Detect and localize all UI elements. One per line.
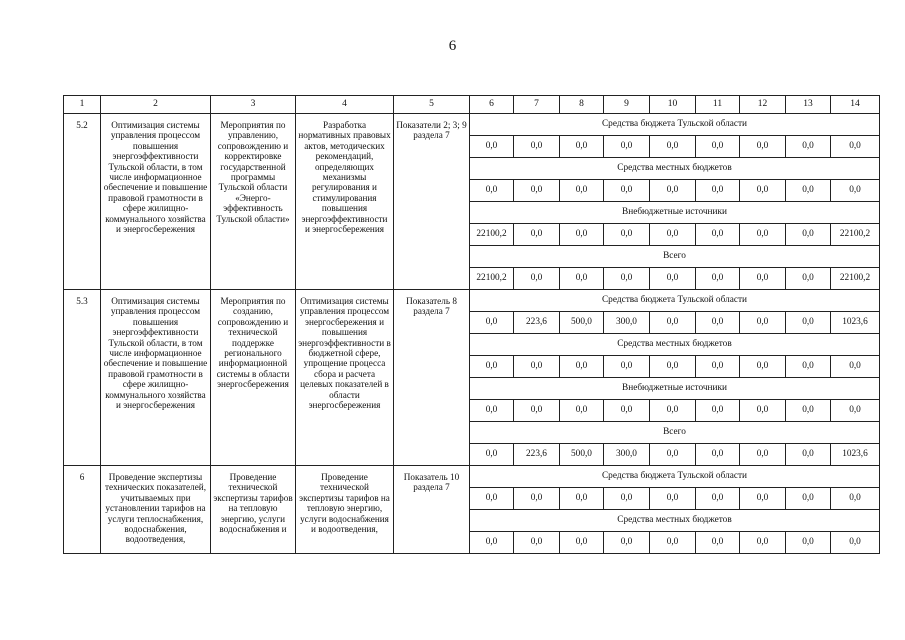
value-cell: 0,0 [560, 532, 604, 554]
value-cell: 0,0 [786, 356, 831, 378]
measure-description: Проведение технической экспертизы тарифов на тепловую энергию, услуги водоснабжения и [211, 466, 296, 554]
header-cell: 12 [740, 96, 786, 114]
source-label: Средства местных бюджетов [470, 510, 880, 532]
value-cell: 0,0 [560, 224, 604, 246]
value-cell: 0,0 [740, 400, 786, 422]
value-cell: 0,0 [650, 136, 696, 158]
measure-description: Мероприятия по управлению, сопровождению и корректировке государственной программы Тульской области «Энерго-эффективность Тульской области» [211, 114, 296, 290]
value-cell: 0,0 [696, 268, 740, 290]
value-cell: 0,0 [470, 356, 514, 378]
value-cell: 0,0 [514, 136, 560, 158]
header-cell: 4 [296, 96, 394, 114]
value-cell: 500,0 [560, 312, 604, 334]
value-cell: 0,0 [604, 532, 650, 554]
result-description: Проведение технической экспертизы тарифов на тепловую энергию, услуги водоснабжения и водоотведения, [296, 466, 394, 554]
value-cell: 0,0 [786, 312, 831, 334]
budget-table [63, 95, 880, 554]
section-number: 6 [64, 466, 101, 554]
source-label: Внебюджетные источники [470, 378, 880, 400]
value-cell: 0,0 [604, 268, 650, 290]
value-cell: 0,0 [604, 400, 650, 422]
value-cell: 1023,6 [831, 444, 880, 466]
source-label: Средства бюджета Тульской области [470, 466, 880, 488]
value-cell: 0,0 [696, 312, 740, 334]
value-cell: 0,0 [831, 400, 880, 422]
value-cell: 0,0 [604, 224, 650, 246]
value-cell: 0,0 [650, 400, 696, 422]
source-label: Средства бюджета Тульской области [470, 290, 880, 312]
value-cell: 500,0 [560, 444, 604, 466]
value-cell: 0,0 [696, 444, 740, 466]
indicator-reference: Показатель 8 раздела 7 [394, 290, 470, 466]
measure-description: Мероприятия по созданию, сопровождению и технической поддержке регионального информационной системы в области энергосбережения [211, 290, 296, 466]
value-cell: 0,0 [786, 268, 831, 290]
value-cell: 0,0 [604, 136, 650, 158]
value-cell: 0,0 [696, 400, 740, 422]
value-cell: 1023,6 [831, 312, 880, 334]
value-cell: 0,0 [650, 356, 696, 378]
header-cell: 13 [786, 96, 831, 114]
section-number: 5.2 [64, 114, 101, 290]
value-cell: 0,0 [740, 488, 786, 510]
value-cell: 0,0 [604, 180, 650, 202]
value-cell: 22100,2 [470, 268, 514, 290]
value-cell: 0,0 [786, 136, 831, 158]
value-cell: 0,0 [470, 444, 514, 466]
value-cell: 0,0 [470, 400, 514, 422]
value-cell: 0,0 [650, 180, 696, 202]
header-cell: 14 [831, 96, 880, 114]
value-cell: 0,0 [696, 224, 740, 246]
value-cell: 0,0 [560, 136, 604, 158]
value-cell: 0,0 [696, 488, 740, 510]
value-cell: 0,0 [470, 312, 514, 334]
table-row [64, 290, 880, 312]
value-cell: 0,0 [514, 356, 560, 378]
value-cell: 0,0 [696, 136, 740, 158]
value-cell: 22100,2 [470, 224, 514, 246]
value-cell: 0,0 [831, 532, 880, 554]
value-cell: 0,0 [696, 180, 740, 202]
value-cell: 0,0 [740, 356, 786, 378]
indicator-reference: Показатель 10 раздела 7 [394, 466, 470, 554]
value-cell: 0,0 [650, 532, 696, 554]
value-cell: 22100,2 [831, 224, 880, 246]
result-description: Разработка нормативных правовых актов, методических рекомендаций, определяющих механизмы регулирования и стимулирования повышения энергоэффективности и энергосбережения [296, 114, 394, 290]
value-cell: 0,0 [470, 488, 514, 510]
value-cell: 0,0 [696, 532, 740, 554]
header-cell: 7 [514, 96, 560, 114]
value-cell: 0,0 [831, 180, 880, 202]
value-cell: 0,0 [560, 400, 604, 422]
value-cell: 22100,2 [831, 268, 880, 290]
section-number: 5.3 [64, 290, 101, 466]
value-cell: 0,0 [740, 268, 786, 290]
value-cell: 0,0 [560, 180, 604, 202]
value-cell: 0,0 [470, 136, 514, 158]
value-cell: 0,0 [560, 356, 604, 378]
value-cell: 0,0 [514, 400, 560, 422]
header-cell: 8 [560, 96, 604, 114]
header-cell: 1 [64, 96, 101, 114]
value-cell: 0,0 [831, 136, 880, 158]
header-cell: 3 [211, 96, 296, 114]
value-cell: 0,0 [831, 488, 880, 510]
value-cell: 300,0 [604, 444, 650, 466]
value-cell: 0,0 [470, 180, 514, 202]
value-cell: 0,0 [514, 180, 560, 202]
value-cell: 0,0 [786, 224, 831, 246]
value-cell: 223,6 [514, 444, 560, 466]
value-cell: 0,0 [560, 488, 604, 510]
header-cell: 9 [604, 96, 650, 114]
source-label: Всего [470, 246, 880, 268]
header-cell: 6 [470, 96, 514, 114]
source-label: Средства бюджета Тульской области [470, 114, 880, 136]
value-cell: 223,6 [514, 312, 560, 334]
table-row [64, 114, 880, 136]
source-label: Средства местных бюджетов [470, 158, 880, 180]
value-cell: 0,0 [650, 224, 696, 246]
table-row [64, 466, 880, 488]
value-cell: 0,0 [604, 488, 650, 510]
value-cell: 300,0 [604, 312, 650, 334]
header-cell: 11 [696, 96, 740, 114]
value-cell: 0,0 [831, 356, 880, 378]
value-cell: 0,0 [786, 488, 831, 510]
header-cell: 2 [101, 96, 211, 114]
value-cell: 0,0 [470, 532, 514, 554]
value-cell: 0,0 [786, 180, 831, 202]
activity-description: Проведение экспертизы технических показателей, учитываемых при установлении тарифов на услуги теплоснабжения, водоснабжения, водоотведения, [101, 466, 211, 554]
header-cell: 10 [650, 96, 696, 114]
value-cell: 0,0 [514, 488, 560, 510]
value-cell: 0,0 [740, 312, 786, 334]
indicator-reference: Показатели 2; 3; 9 раздела 7 [394, 114, 470, 290]
page-number: 6 [448, 38, 457, 54]
activity-description: Оптимизация системы управления процессом повышения энергоэффективности Тульской области, в том числе информационное обеспечение и повышение правовой грамотности в сфере жилищно-коммунального хозяйства и энергосбережения [101, 114, 211, 290]
value-cell: 0,0 [650, 444, 696, 466]
activity-description: Оптимизация системы управления процессом повышения энергоэффективности Тульской области, в том числе информационное обеспечение и повышение правовой грамотности в сфере жилищно-коммунального хозяйства и энергосбережения [101, 290, 211, 466]
value-cell: 0,0 [514, 532, 560, 554]
source-label: Внебюджетные источники [470, 202, 880, 224]
value-cell: 0,0 [740, 180, 786, 202]
value-cell: 0,0 [786, 400, 831, 422]
result-description: Оптимизация системы управления процессом энергосбережения и повышения энергоэффективности в бюджетной сфере, упрощение процесса сбора и расчета целевых показателей в области энергосбережения [296, 290, 394, 466]
value-cell: 0,0 [740, 532, 786, 554]
value-cell: 0,0 [740, 224, 786, 246]
header-cell: 5 [394, 96, 470, 114]
value-cell: 0,0 [786, 532, 831, 554]
source-label: Средства местных бюджетов [470, 334, 880, 356]
value-cell: 0,0 [740, 136, 786, 158]
source-label: Всего [470, 422, 880, 444]
value-cell: 0,0 [604, 356, 650, 378]
value-cell: 0,0 [650, 488, 696, 510]
value-cell: 0,0 [560, 268, 604, 290]
value-cell: 0,0 [514, 224, 560, 246]
value-cell: 0,0 [514, 268, 560, 290]
value-cell: 0,0 [650, 312, 696, 334]
value-cell: 0,0 [740, 444, 786, 466]
value-cell: 0,0 [650, 268, 696, 290]
value-cell: 0,0 [696, 356, 740, 378]
header-row [64, 96, 880, 114]
value-cell: 0,0 [786, 444, 831, 466]
